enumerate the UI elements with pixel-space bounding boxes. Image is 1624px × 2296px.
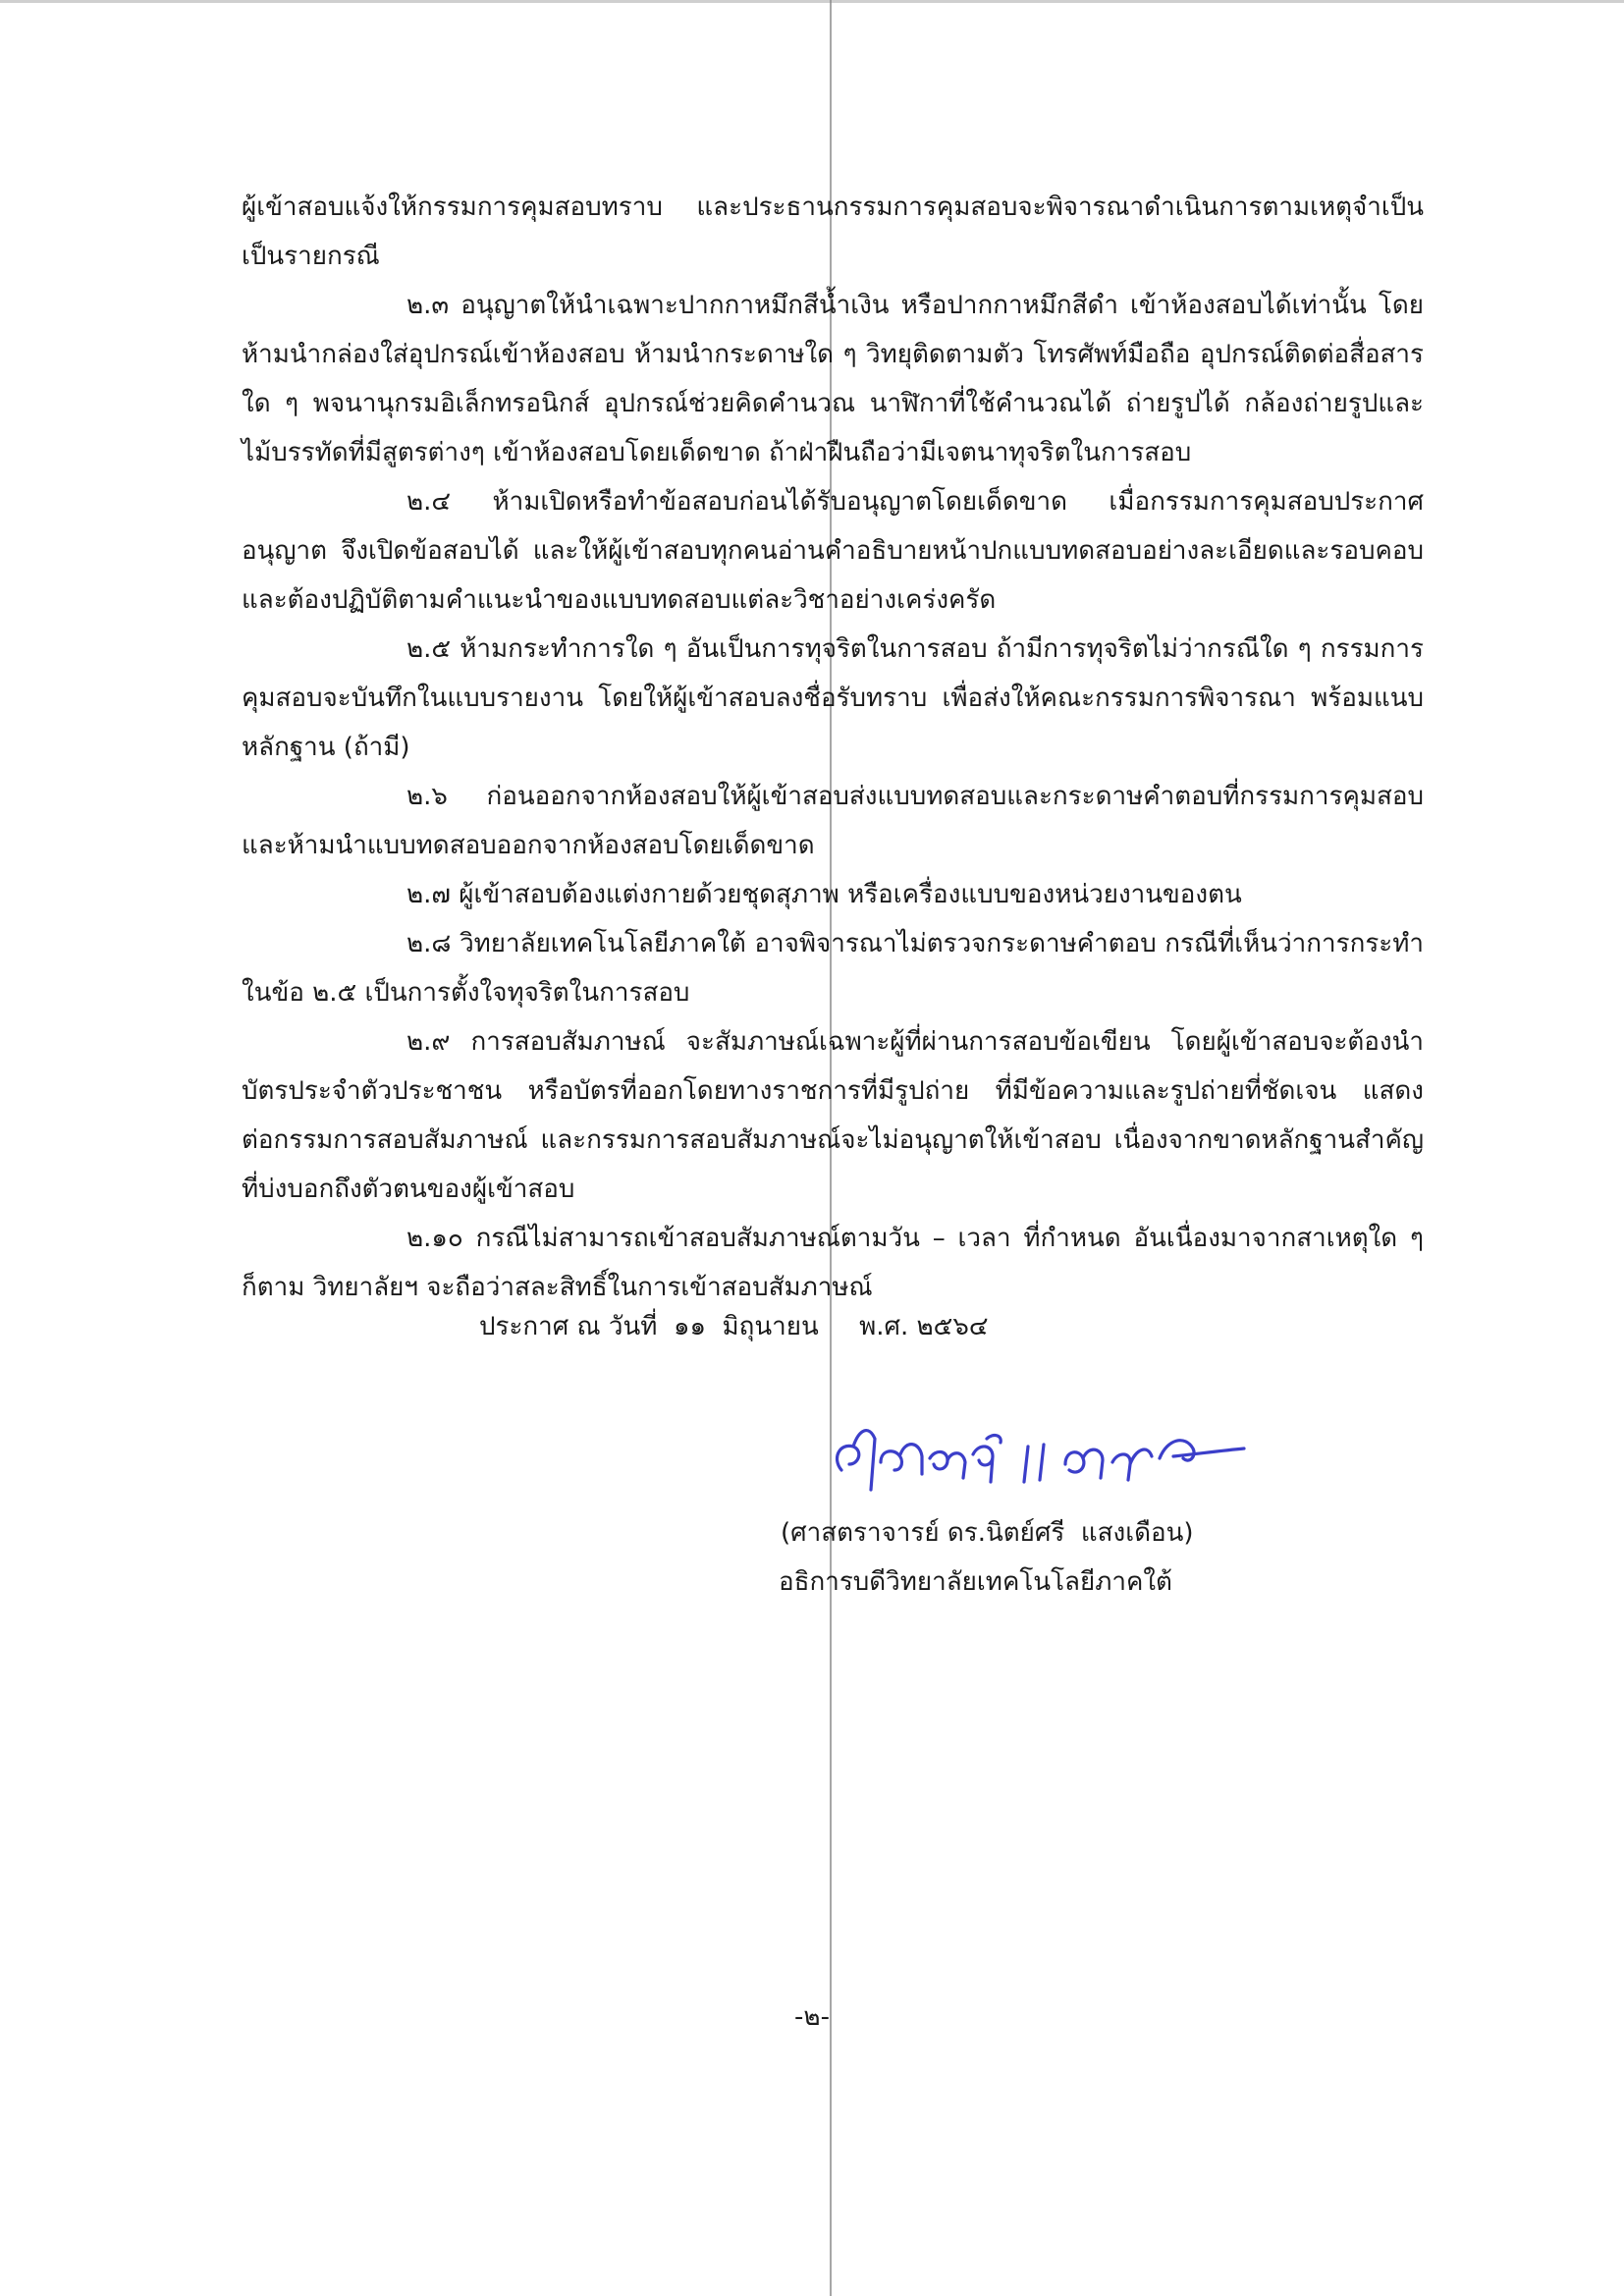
clause-2-9: ๒.๙ การสอบสัมภาษณ์ จะสัมภาษณ์เฉพาะผู้ที่ผ่านการสอบข้อเขียน โดยผู้เข้าสอบจะต้องนำบัตรประจำตัวประชาชน หรือบัตรที่ออกโดยทางราชการที่มีรูปถ่าย ที่มีข้อความและรูปถ่ายที่ชัดเจน แสดงต่อกรรมการสอบสัมภาษณ์ และกรรมการสอบสัมภาษณ์จะไม่อนุญาตให้เข้าสอบ เนื่องจากขาดหลักฐานสำคัญที่บ่งบอกถึงตัวตนของผู้เข้าสอบ <box>242 1027 1424 1204</box>
announcement-date: ประกาศ ณ วันที่ ๑๑ มิถุนายน พ.ศ. ๒๕๖๔ <box>479 1312 989 1341</box>
clause-2-3: ๒.๓ อนุญาตให้นำเฉพาะปากกาหมึกสีน้ำเงิน หรือปากกาหมึกสีดำ เข้าห้องสอบได้เท่านั้น โดยห้ามนำกล่องใส่อุปกรณ์เข้าห้องสอบ ห้ามนำกระดาษใด ๆ วิทยุติดตามตัว โทรศัพท์มือถือ อุปกรณ์ติดต่อสื่อสารใด ๆ พจนานุกรมอิเล็กทรอนิกส์ อุปกรณ์ช่วยคิดคำนวณ นาฬิกาที่ใช้คำนวณได้ ถ่ายรูปได้ กล้องถ่ายรูปและไม้บรรทัดที่มีสูตรต่างๆ เข้าห้องสอบโดยเด็ดขาด ถ้าฝ่าฝืนถือว่ามีเจตนาทุจริตในการสอบ <box>242 291 1424 467</box>
clause-2-6: ๒.๖ ก่อนออกจากห้องสอบให้ผู้เข้าสอบส่งแบบทดสอบและกระดาษคำตอบที่กรรมการคุมสอบและห้ามนำแบบทดสอบออกจากห้องสอบโดยเด็ดขาด <box>242 782 1424 860</box>
paragraph-continuation: ผู้เข้าสอบแจ้งให้กรรมการคุมสอบทราบ และประธานกรรมการคุมสอบจะพิจารณาดำเนินการตามเหตุจำเป็นเป็นรายกรณี <box>242 192 1424 271</box>
signer-block <box>781 1508 1194 1607</box>
clause-2-4: ๒.๔ ห้ามเปิดหรือทำข้อสอบก่อนได้รับอนุญาตโดยเด็ดขาด เมื่อกรรมการคุมสอบประกาศอนุญาต จึงเปิดข้อสอบได้ และให้ผู้เข้าสอบทุกคนอ่านคำอธิบายหน้าปกแบบทดสอบอย่างละเอียดและรอบคอบและต้องปฏิบัติตามคำแนะนำของแบบทดสอบแต่ละวิชาอย่างเคร่งครัด <box>242 487 1424 615</box>
clause-2-10: ๒.๑๐ กรณีไม่สามารถเข้าสอบสัมภาษณ์ตามวัน – เวลา ที่กำหนด อันเนื่องมาจากสาเหตุใด ๆ ก็ตาม วิทยาลัยฯ จะถือว่าสละสิทธิ์ในการเข้าสอบสัมภาษณ์ <box>242 1224 1424 1302</box>
page-number: -๒- <box>794 2002 830 2032</box>
clause-2-8: ๒.๘ วิทยาลัยเทคโนโลยีภาคใต้ อาจพิจารณาไม่ตรวจกระดาษคำตอบ กรณีที่เห็นว่าการกระทำในข้อ ๒.๕ เป็นการตั้งใจทุจริตในการสอบ <box>242 929 1424 1008</box>
clause-2-7: ๒.๗ ผู้เข้าสอบต้องแต่งกายด้วยชุดสุภาพ หรือเครื่องแบบของหน่วยงานของตน <box>406 880 1242 909</box>
clause-2-5: ๒.๕ ห้ามกระทำการใด ๆ อันเป็นการทุจริตในการสอบ ถ้ามีการทุจริตไม่ว่ากรณีใด ๆ กรรมการคุมสอบจะบันทึกในแบบรายงาน โดยให้ผู้เข้าสอบลงชื่อรับทราบ เพื่อส่งให้คณะกรรมการพิจารณา พร้อมแนบหลักฐาน (ถ้ามี) <box>242 634 1424 762</box>
signer-name: (ศาสตราจารย์ ดร.นิตย์ศรี แสงเดือน) <box>781 1518 1194 1548</box>
scan-top-edge <box>0 0 1624 3</box>
handwritten-signature <box>820 1399 1252 1507</box>
document-body <box>242 183 1424 1312</box>
signer-title: อธิการบดีวิทยาลัยเทคโนโลยีภาคใต้ <box>779 1567 1172 1597</box>
